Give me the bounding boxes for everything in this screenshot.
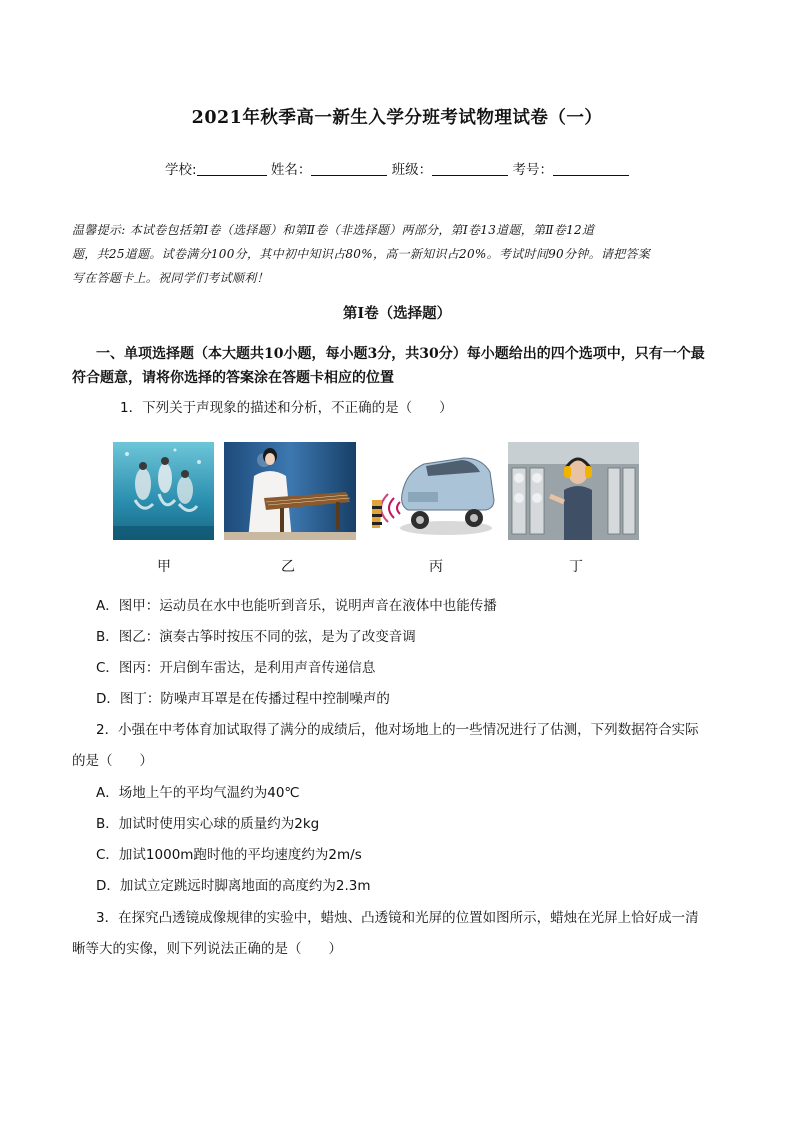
exam-no-blank[interactable] <box>553 161 629 176</box>
section-title: 第Ⅰ卷（选择题） <box>342 305 452 322</box>
figure-caption: 丙 <box>429 559 443 575</box>
exam-no-label: 考号： <box>512 162 553 178</box>
figure-reversing-radar <box>368 442 496 540</box>
part-heading <box>72 342 728 390</box>
part-heading-line: 符合题意，请将你选择的答案涂在答题卡相应的位置 <box>72 370 394 386</box>
figure-caption: 乙 <box>281 559 295 575</box>
option-c: C．图丙：开启倒车雷达，是利用声音传递信息 <box>96 660 376 676</box>
tip-line: 写在答题卡上。祝同学们考试顺利！ <box>72 271 269 285</box>
school-label: 学校: <box>165 162 197 178</box>
option-d: D．图丁：防噪声耳罩是在传播过程中控制噪声的 <box>96 691 390 707</box>
option-c: C．加试1000m跑时他的平均速度约为2m/s <box>96 847 362 863</box>
question-3-stem-cont: 晰等大的实像，则下列说法正确的是（ ） <box>72 941 342 957</box>
figure-caption: 甲 <box>157 559 171 575</box>
question-2-stem: 2．小强在中考体育加试取得了满分的成绩后，他对场地上的一些情况进行了估测，下列数据符合实际 <box>96 722 699 738</box>
figure-guzheng-player <box>224 442 356 540</box>
exam-tip <box>72 218 724 290</box>
figure-ear-muff-worker <box>508 442 639 540</box>
exam-title: 2021年秋季高一新生入学分班考试物理试卷（一） <box>191 108 603 128</box>
option-b: B．加试时使用实心球的质量约为2kg <box>96 816 320 832</box>
part-heading-line: 一、单项选择题（本大题共10小题，每小题3分，共30分）每小题给出的四个选项中，只有一个最 <box>96 346 705 362</box>
option-b: B．图乙：演奏古筝时按压不同的弦，是为了改变音调 <box>96 629 416 645</box>
class-label: 班级： <box>391 162 433 178</box>
class-blank[interactable] <box>432 161 508 176</box>
tip-line: 温馨提示: 本试卷包括第Ⅰ卷（选择题）和第Ⅱ卷（非选择题）两部分，第Ⅰ卷13道题，第Ⅱ卷12道 <box>72 223 595 237</box>
option-d: D．加试立定跳远时脚离地面的高度约为2.3m <box>96 878 371 894</box>
student-info-row <box>0 158 794 178</box>
option-a: A．场地上午的平均气温约为40℃ <box>96 785 300 801</box>
school-blank[interactable] <box>197 161 267 176</box>
figure-caption: 丁 <box>569 559 583 575</box>
question-1-stem: 1．下列关于声现象的描述和分析，不正确的是（ ） <box>120 400 453 416</box>
name-label: 姓名： <box>270 162 312 178</box>
name-blank[interactable] <box>311 161 387 176</box>
tip-line: 题，共25道题。试卷满分100分，其中初中知识占80%，高一新知识占20%。考试时间90分钟。请把答案 <box>72 247 651 261</box>
question-3-stem: 3．在探究凸透镜成像规律的实验中，蜡烛、凸透镜和光屏的位置如图所示，蜡烛在光屏上恰好成一清 <box>96 910 699 926</box>
question-2-stem-cont: 的是（ ） <box>72 753 153 769</box>
figure-underwater-swimmer <box>113 442 214 540</box>
option-a: A．图甲：运动员在水中也能听到音乐，说明声音在液体中也能传播 <box>96 598 497 614</box>
